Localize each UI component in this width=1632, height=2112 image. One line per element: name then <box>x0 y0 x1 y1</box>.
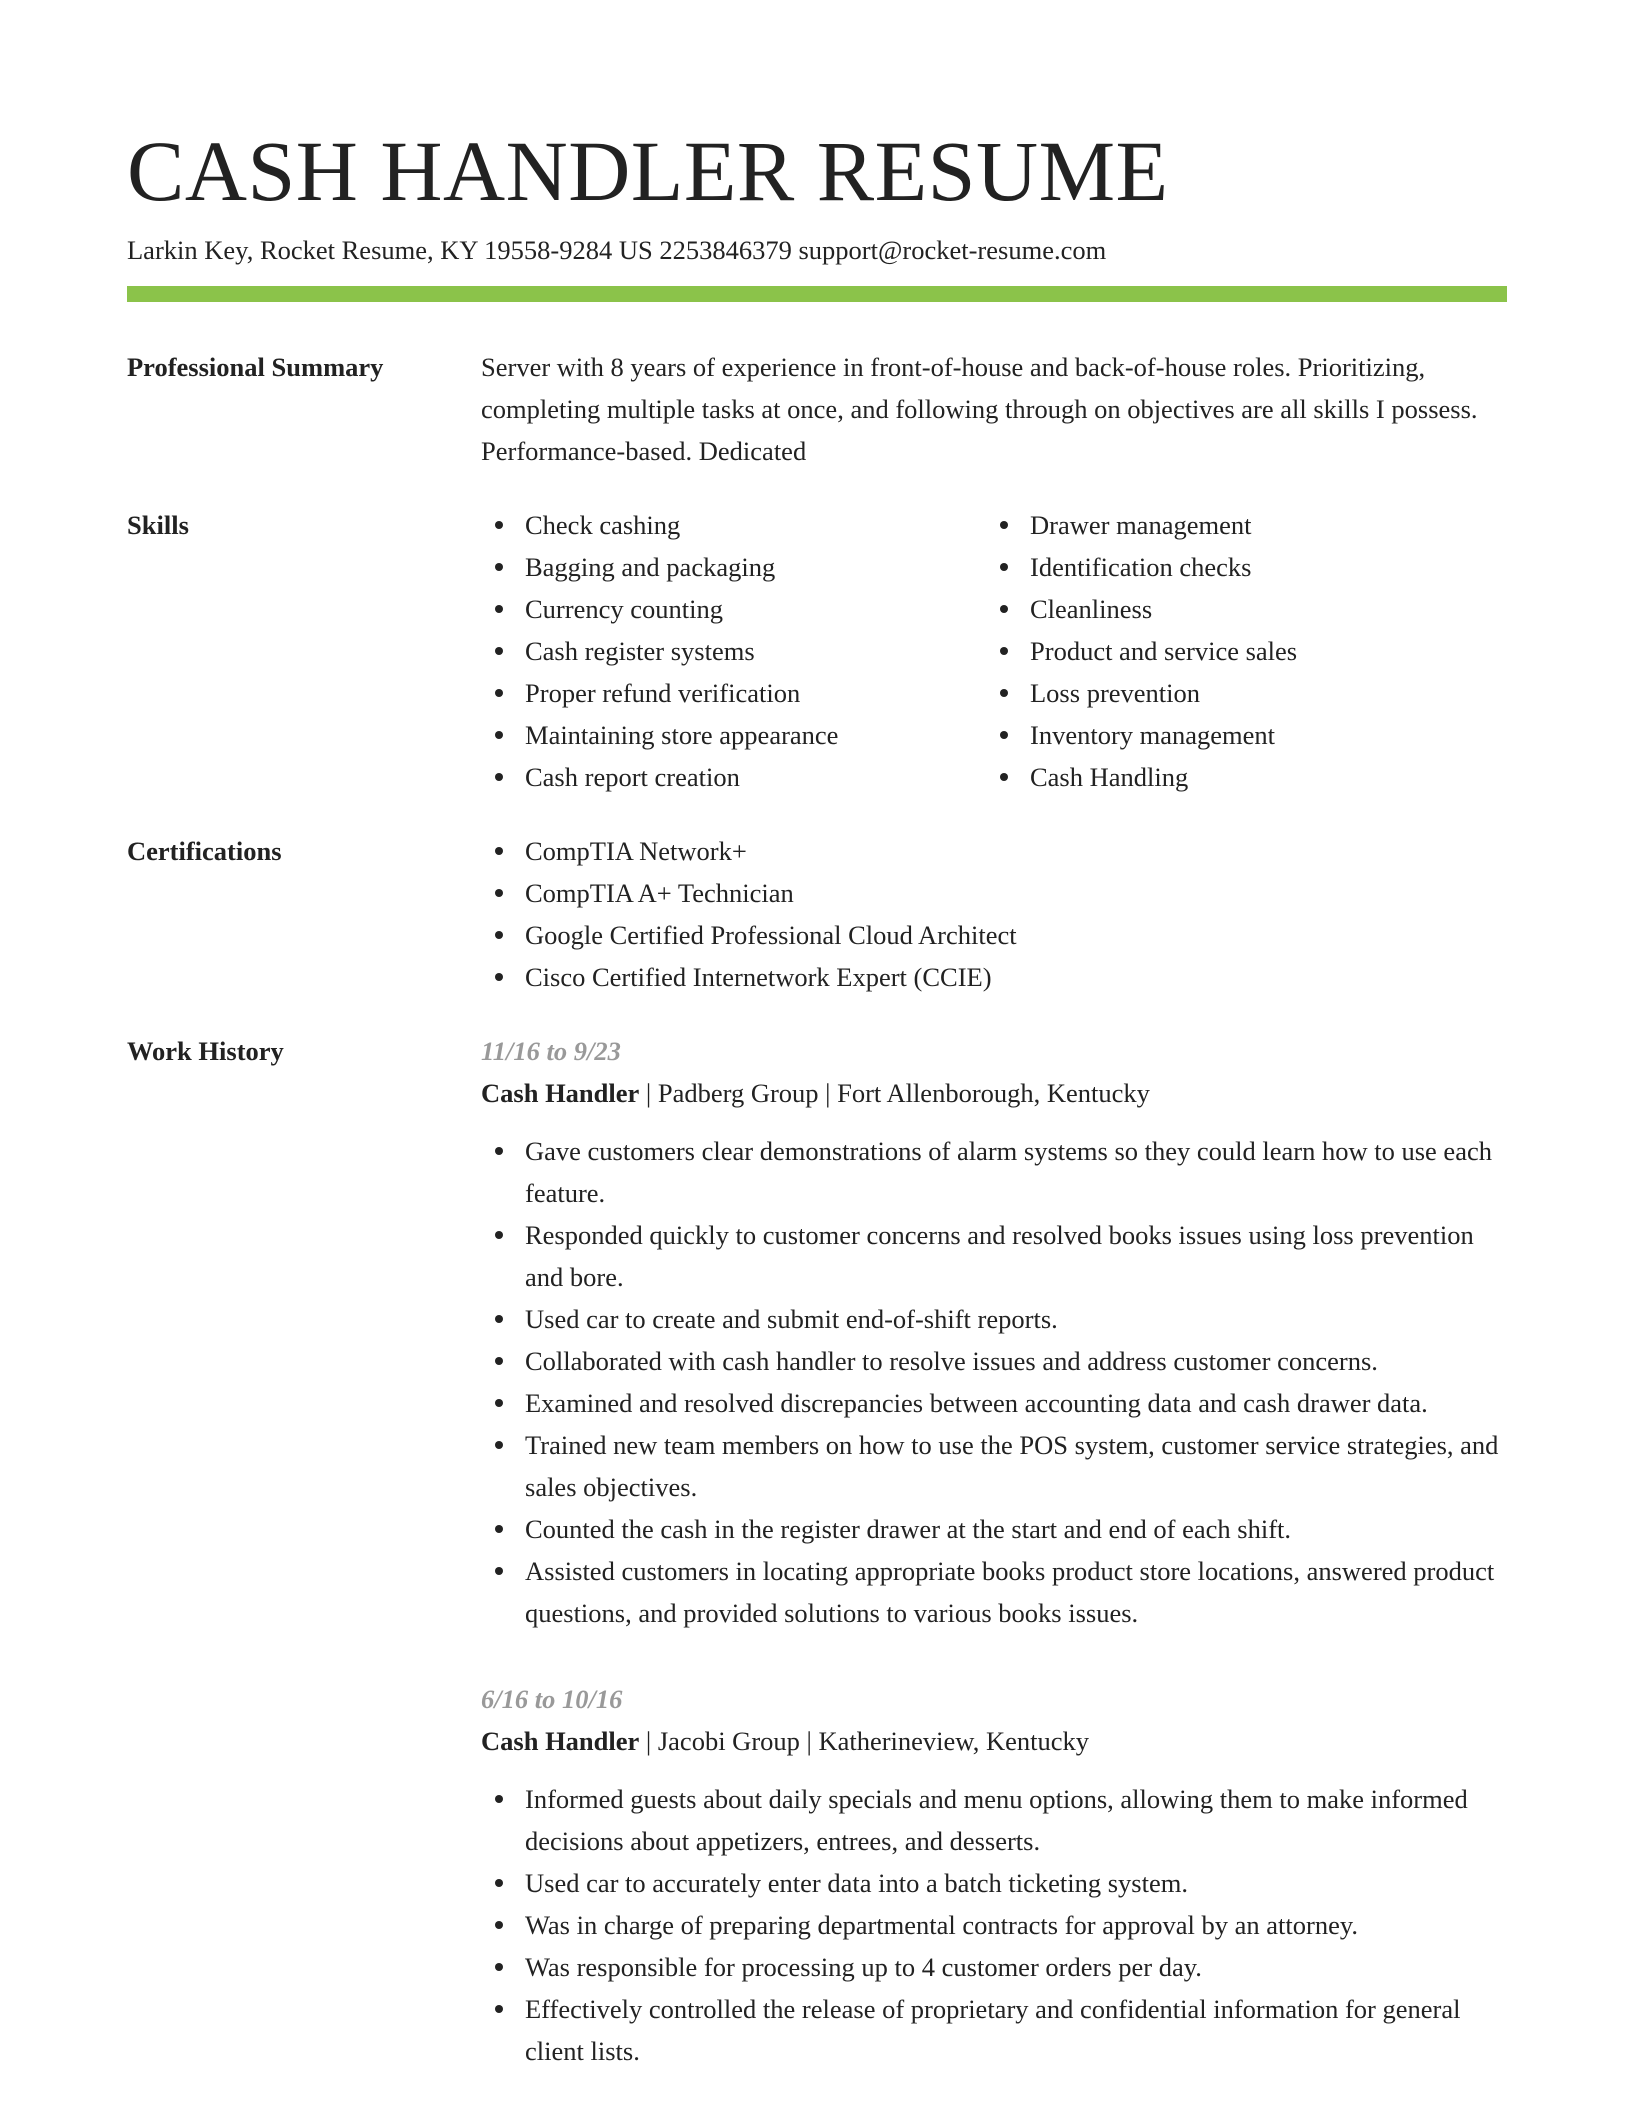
summary-body <box>481 346 1507 472</box>
skill-item: Drawer management <box>986 504 1491 546</box>
accent-divider <box>127 286 1507 302</box>
skill-item: Cleanliness <box>986 588 1491 630</box>
job-bullet: Used car to create and submit end-of-shift reports. <box>481 1298 1507 1340</box>
job-bullet: Examined and resolved discrepancies between accounting data and cash drawer data. <box>481 1382 1507 1424</box>
skills-label: Skills <box>127 510 189 540</box>
job-bullet: Was responsible for processing up to 4 customer orders per day. <box>481 1946 1507 1988</box>
summary-text: Server with 8 years of experience in front-of-house and back-of-house roles. Prioritizing, completing multiple tasks at once, and following through on objectives are all skills I possess. Performance-based. Dedicated <box>481 352 1478 466</box>
job-heading <box>481 1072 1507 1114</box>
job-bullet: Informed guests about daily specials and menu options, allowing them to make informed decisions about appetizers, entrees, and desserts. <box>481 1778 1507 1862</box>
skill-item: Check cashing <box>481 504 986 546</box>
skills-column-2 <box>986 504 1491 798</box>
job-bullet: Trained new team members on how to use the POS system, customer service strategies, and sales objectives. <box>481 1424 1507 1508</box>
work-history-body <box>481 1030 1507 2072</box>
certifications-label: Certifications <box>127 836 282 866</box>
job-dates: 6/16 to 10/16 <box>481 1684 623 1714</box>
summary-label: Professional Summary <box>127 352 384 382</box>
job-dates: 11/16 to 9/23 <box>481 1036 621 1066</box>
skill-item: Bagging and packaging <box>481 546 986 588</box>
job-bullet: Collaborated with cash handler to resolve issues and address customer concerns. <box>481 1340 1507 1382</box>
job-bullet: Counted the cash in the register drawer at the start and end of each shift. <box>481 1508 1507 1550</box>
certifications-body <box>481 830 1507 998</box>
certification-item: CompTIA A+ Technician <box>481 872 1507 914</box>
job-bullets <box>481 1130 1507 1634</box>
certifications-list <box>481 830 1507 998</box>
skill-item: Inventory management <box>986 714 1491 756</box>
certification-item: Cisco Certified Internetwork Expert (CCIE) <box>481 956 1507 998</box>
job-bullet: Was in charge of preparing departmental contracts for approval by an attorney. <box>481 1904 1507 1946</box>
skill-item: Cash Handling <box>986 756 1491 798</box>
skills-body <box>481 504 1507 798</box>
skill-item: Cash report creation <box>481 756 986 798</box>
skill-item: Maintaining store appearance <box>481 714 986 756</box>
job-bullet: Gave customers clear demonstrations of alarm systems so they could learn how to use each feature. <box>481 1130 1507 1214</box>
skill-item: Cash register systems <box>481 630 986 672</box>
job-entry <box>481 1030 1507 1634</box>
skill-item: Product and service sales <box>986 630 1491 672</box>
job-details: | Padberg Group | Fort Allenborough, Kentucky <box>639 1078 1150 1108</box>
job-heading <box>481 1720 1507 1762</box>
skill-item: Loss prevention <box>986 672 1491 714</box>
job-role: Cash Handler <box>481 1078 640 1108</box>
job-bullets <box>481 1778 1507 2072</box>
job-bullet: Used car to accurately enter data into a batch ticketing system. <box>481 1862 1507 1904</box>
skill-item: Currency counting <box>481 588 986 630</box>
job-bullet: Effectively controlled the release of proprietary and confidential information for general client lists. <box>481 1988 1507 2072</box>
contact-line: Larkin Key, Rocket Resume, KY 19558-9284 US 2253846379 support@rocket-resume.com <box>127 235 1107 265</box>
job-bullet: Assisted customers in locating appropriate books product store locations, answered product questions, and provided solutions to various books issues. <box>481 1550 1507 1634</box>
job-entry <box>481 1678 1507 2072</box>
skill-item: Identification checks <box>986 546 1491 588</box>
job-details: | Jacobi Group | Katherineview, Kentucky <box>639 1726 1089 1756</box>
skill-item: Proper refund verification <box>481 672 986 714</box>
job-bullet: Responded quickly to customer concerns and resolved books issues using loss prevention and bore. <box>481 1214 1507 1298</box>
certification-item: Google Certified Professional Cloud Architect <box>481 914 1507 956</box>
resume-title: CASH HANDLER RESUME <box>127 123 1169 219</box>
skills-column-1 <box>481 504 986 798</box>
certification-item: CompTIA Network+ <box>481 830 1507 872</box>
job-role: Cash Handler <box>481 1726 640 1756</box>
work-history-label: Work History <box>127 1036 284 1066</box>
